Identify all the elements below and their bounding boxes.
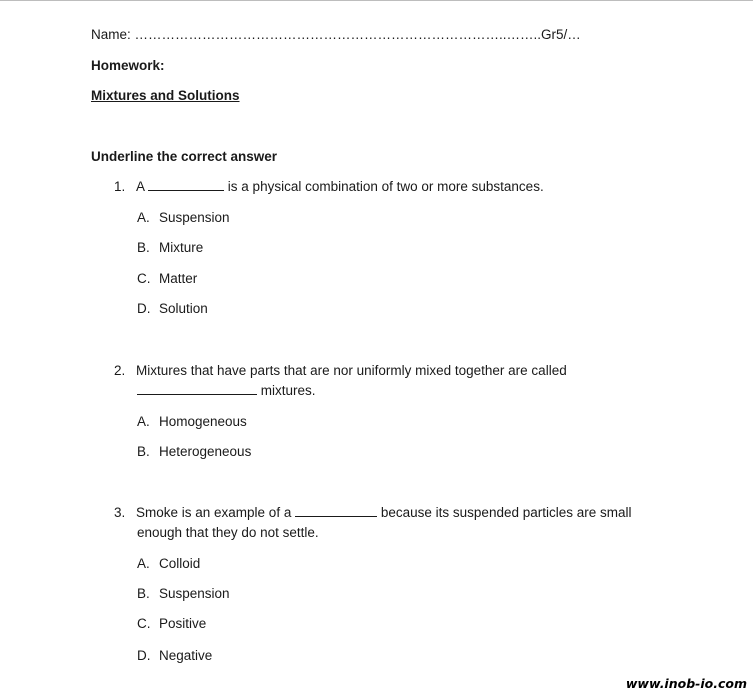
question-text: Smoke is an example of a [136,505,292,520]
name-line: Name: ………………………………………………………………………..……..Gr5/… [91,27,581,42]
option-q2-a[interactable] [137,413,247,431]
question-number: 3. [114,505,126,520]
question-text: is a physical combination of two or more substances. [227,179,544,194]
option-text: Suspension [159,586,230,601]
question-3 [114,504,632,522]
option-q1-c[interactable] [137,270,197,288]
question-text: Mixtures that have parts that are nor uniformly mixed together are called [136,363,567,378]
option-q3-a[interactable] [137,555,200,573]
option-letter: D. [137,301,151,316]
answer-blank [148,178,224,191]
option-q1-d[interactable] [137,300,208,318]
option-letter: D. [137,648,151,663]
option-letter: B. [137,444,150,459]
question-1 [114,178,544,196]
question-2 [114,362,567,380]
page-top-border [0,0,753,1]
option-letter: C. [137,271,151,286]
instruction-heading: Underline the correct answer [91,149,278,164]
option-text: Matter [159,271,198,286]
option-text: Solution [159,301,208,316]
question-number: 2. [114,363,126,378]
option-q1-b[interactable] [137,239,203,257]
option-letter: A. [137,556,150,571]
option-text: Colloid [159,556,201,571]
answer-blank [295,504,377,517]
option-letter: B. [137,586,150,601]
question-3-line2: enough that they do not settle. [137,525,319,540]
question-number: 1. [114,179,126,194]
option-text: Mixture [159,240,204,255]
question-text: because its suspended particles are small [380,505,632,520]
option-letter: A. [137,210,150,225]
question-2-line2 [137,382,316,400]
option-letter: C. [137,616,151,631]
question-text: A [136,179,145,194]
option-q3-b[interactable] [137,585,230,603]
option-q2-b[interactable] [137,443,251,461]
option-q1-a[interactable] [137,209,230,227]
option-letter: A. [137,414,150,429]
option-text: Positive [159,616,207,631]
website-watermark: www.inob-io.com [625,676,747,691]
option-letter: B. [137,240,150,255]
option-text: Negative [159,648,213,663]
question-text: mixtures. [260,383,316,398]
option-text: Homogeneous [159,414,247,429]
answer-blank [137,382,257,395]
option-q3-c[interactable] [137,615,206,633]
option-q3-d[interactable] [137,647,212,665]
option-text: Heterogeneous [159,444,252,459]
topic-title: Mixtures and Solutions [91,88,240,103]
option-text: Suspension [159,210,230,225]
homework-label: Homework: [91,58,165,73]
